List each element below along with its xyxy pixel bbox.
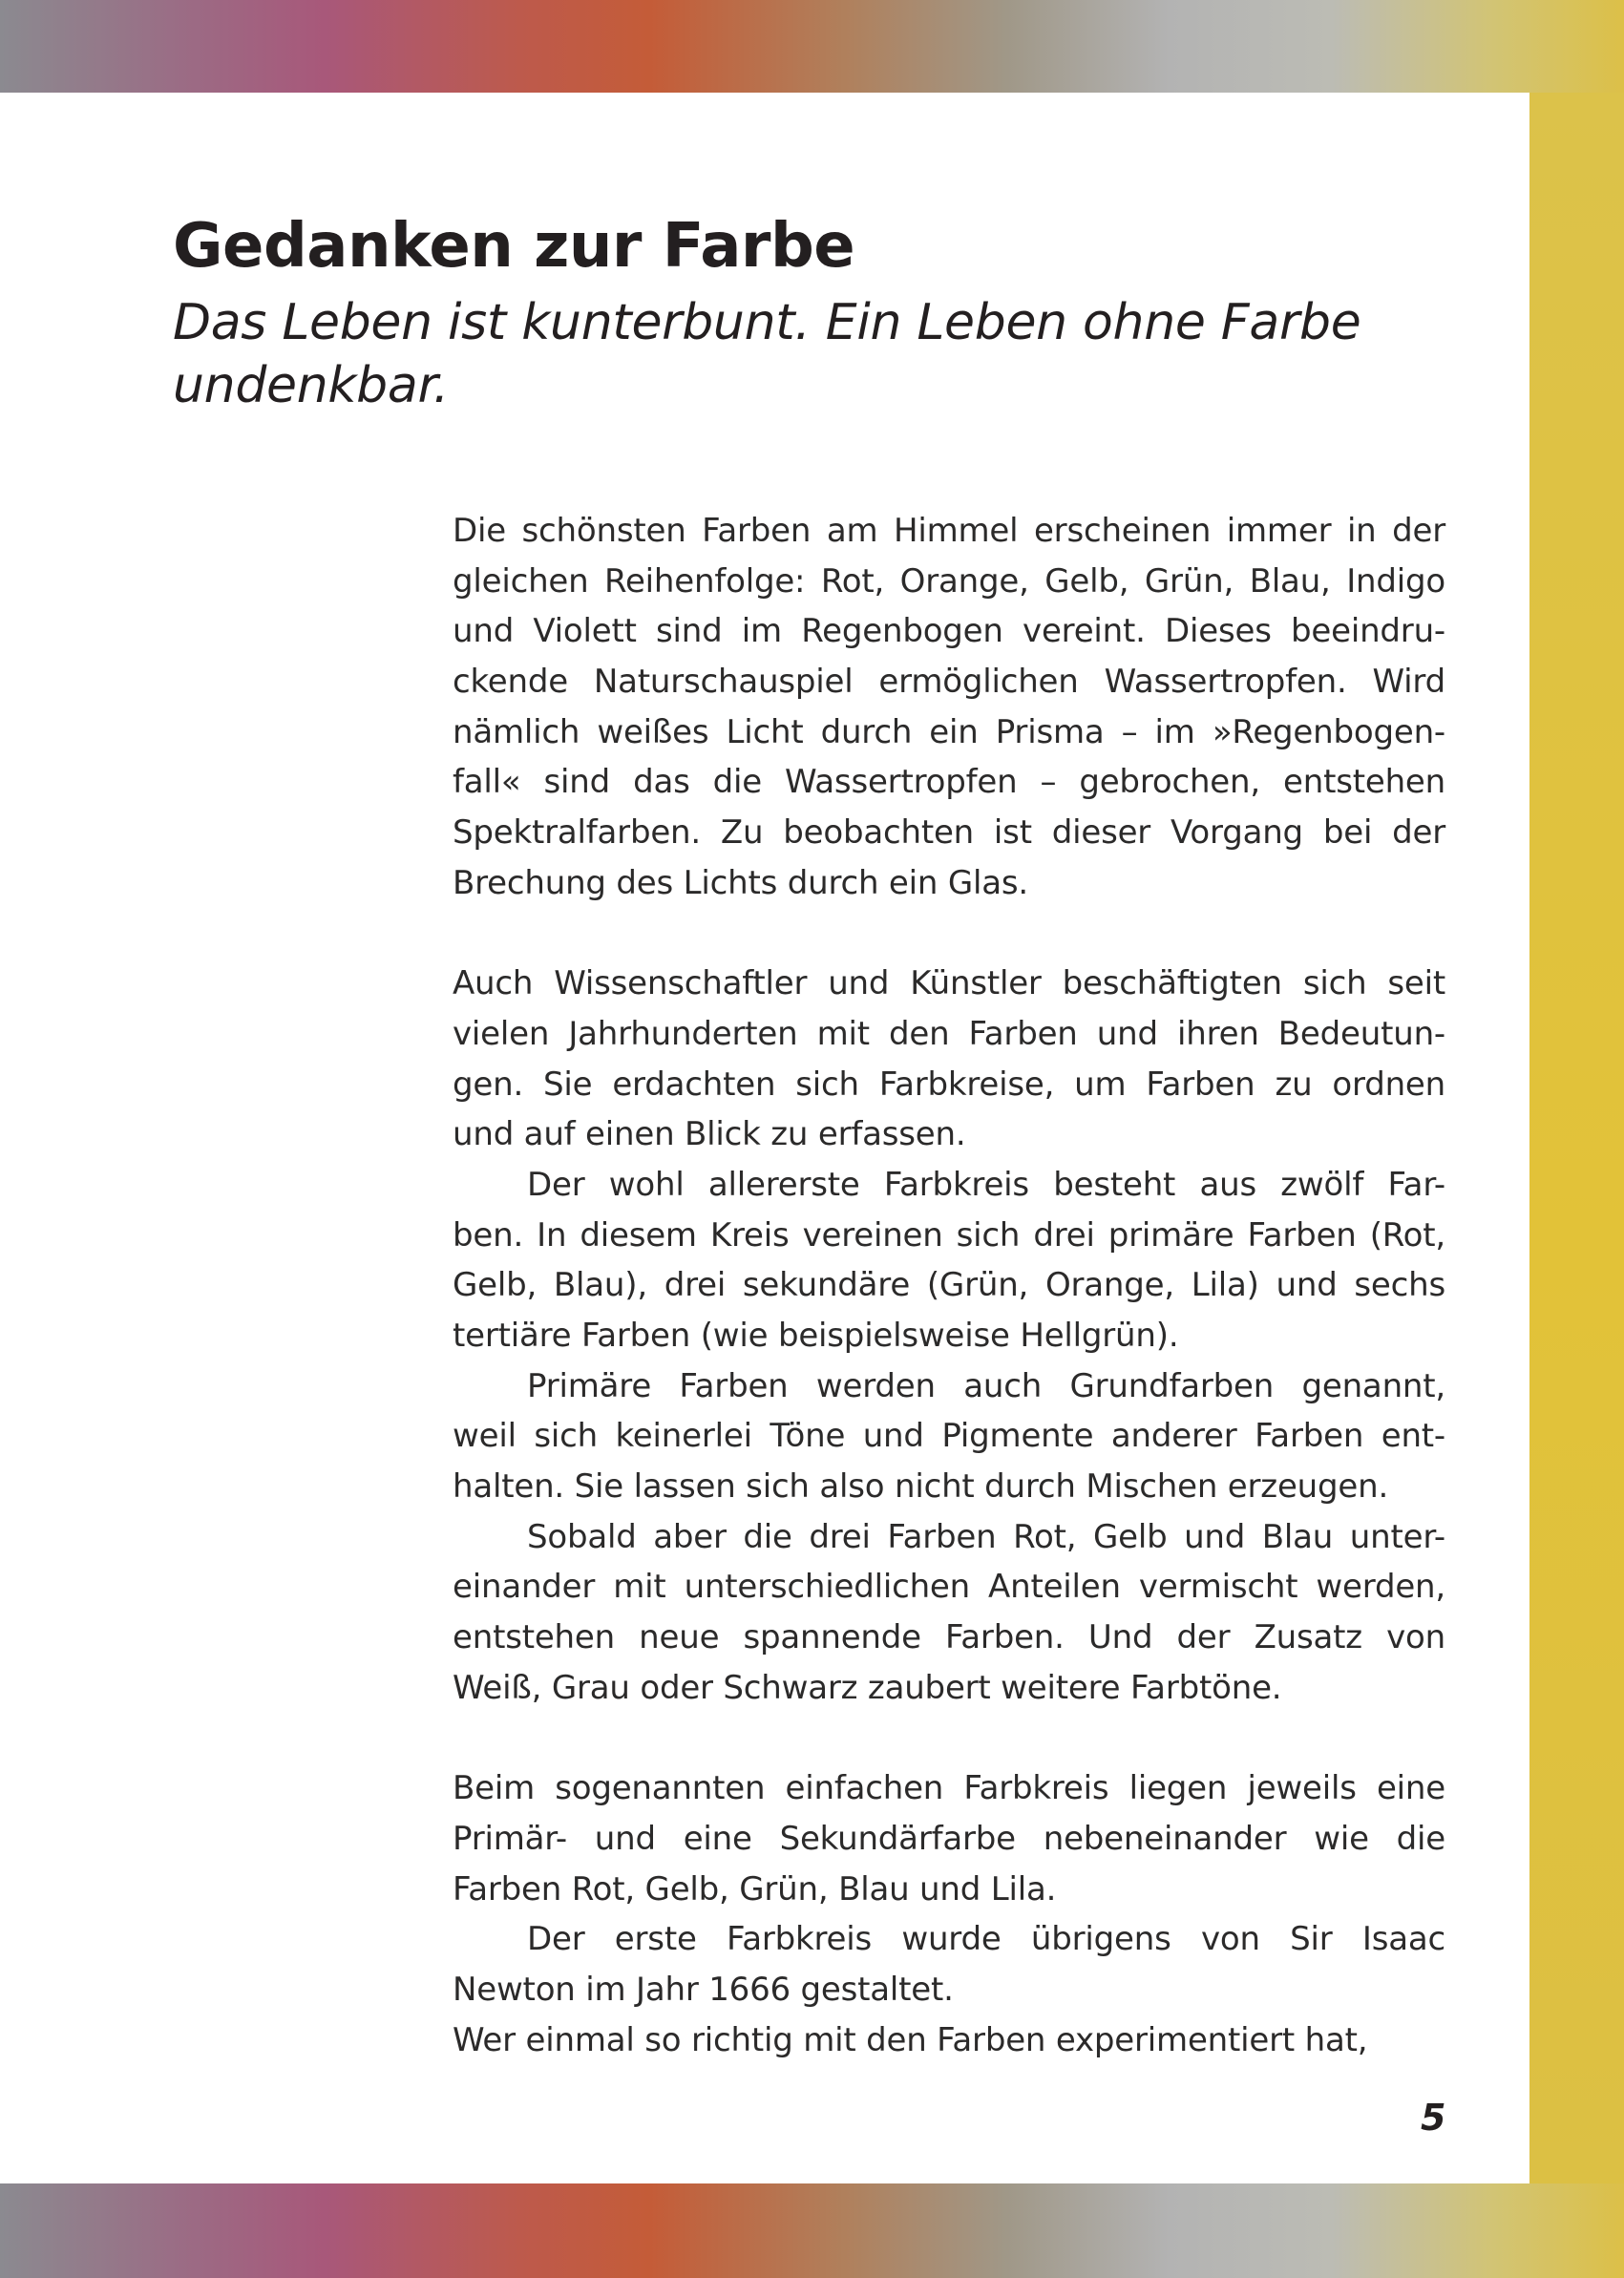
body-line: Newton im Jahr 1666 gestaltet. <box>453 1970 954 2009</box>
body-line: Sobald aber die drei Farben Rot, Gelb und Blau unter- <box>527 1517 1445 1556</box>
body-line: und auf einen Blick zu erfassen. <box>453 1115 966 1154</box>
body-line: Auch Wissenschaftler und Künstler beschäftigten sich seit <box>453 964 1445 1003</box>
right-accent-bar <box>1529 93 1624 2183</box>
body-line: Wer einmal so richtig mit den Farben experimentiert hat, <box>453 2020 1368 2059</box>
body-text <box>453 506 1445 2065</box>
paragraph-spacer <box>453 909 1445 960</box>
paragraph-spacer <box>453 1714 1445 1764</box>
body-line: vielen Jahrhunderten mit den Farben und ihren Bedeutun- <box>453 1014 1445 1053</box>
body-line: fall« sind das die Wassertropfen – gebrochen, entstehen <box>453 763 1445 802</box>
body-line: tertiäre Farben (wie beispielsweise Hellgrün). <box>453 1317 1179 1355</box>
body-line: Beim sogenannten einfachen Farbkreis liegen jeweils eine <box>453 1769 1445 1808</box>
page-number: 5 <box>1421 2097 1446 2139</box>
body-line: einander mit unterschiedlichen Anteilen vermischt werden, <box>453 1568 1445 1607</box>
top-gradient-bar <box>0 0 1624 93</box>
body-line: entstehen neue spannende Farben. Und der Zusatz von <box>453 1618 1445 1657</box>
body-line: gen. Sie erdachten sich Farbkreise, um Farben zu ordnen <box>453 1065 1445 1104</box>
body-line: Spektralfarben. Zu beobachten ist dieser Vorgang bei der <box>453 813 1445 853</box>
body-line: Weiß, Grau oder Schwarz zaubert weitere Farbtöne. <box>453 1668 1282 1707</box>
body-line: Die schönsten Farben am Himmel erscheinen immer in der <box>453 512 1445 550</box>
body-line: ben. In diesem Kreis vereinen sich drei primäre Farben (Rot, <box>453 1215 1445 1255</box>
body-line: halten. Sie lassen sich also nicht durch Mischen erzeugen. <box>453 1467 1389 1507</box>
body-line: ckende Naturschauspiel ermöglichen Wassertropfen. Wird <box>453 663 1445 702</box>
bottom-gradient-bar <box>0 2183 1624 2278</box>
body-line: Der erste Farbkreis wurde übrigens von Sir Isaac <box>527 1920 1445 1959</box>
body-line: Primäre Farben werden auch Grundfarben genannt, <box>527 1366 1445 1405</box>
subtitle-line: Das Leben ist kunterbunt. Ein Leben ohne Farbe <box>173 294 1361 351</box>
body-line: Farben Rot, Gelb, Grün, Blau und Lila. <box>453 1869 1057 1909</box>
body-line: Der wohl allererste Farbkreis besteht aus zwölf Far- <box>527 1165 1445 1204</box>
body-line: Primär- und eine Sekundärfarbe nebeneinander wie die <box>453 1819 1445 1858</box>
body-line: Gelb, Blau), drei sekundäre (Grün, Orange, Lila) und sechs <box>453 1266 1445 1305</box>
body-line: Brechung des Lichts durch ein Glas. <box>453 863 1028 902</box>
body-line: und Violett sind im Regenbogen vereint. Dieses beeindru- <box>453 612 1445 651</box>
subtitle-line: undenkbar. <box>173 357 449 414</box>
page-subtitle <box>173 291 1414 417</box>
page-title: Gedanken zur Farbe <box>173 211 855 282</box>
body-line: gleichen Reihenfolge: Rot, Orange, Gelb, Grün, Blau, Indigo <box>453 561 1445 601</box>
body-line: nämlich weißes Licht durch ein Prisma – im »Regenbogen- <box>453 712 1445 751</box>
body-line: weil sich keinerlei Töne und Pigmente anderer Farben ent- <box>453 1417 1445 1456</box>
